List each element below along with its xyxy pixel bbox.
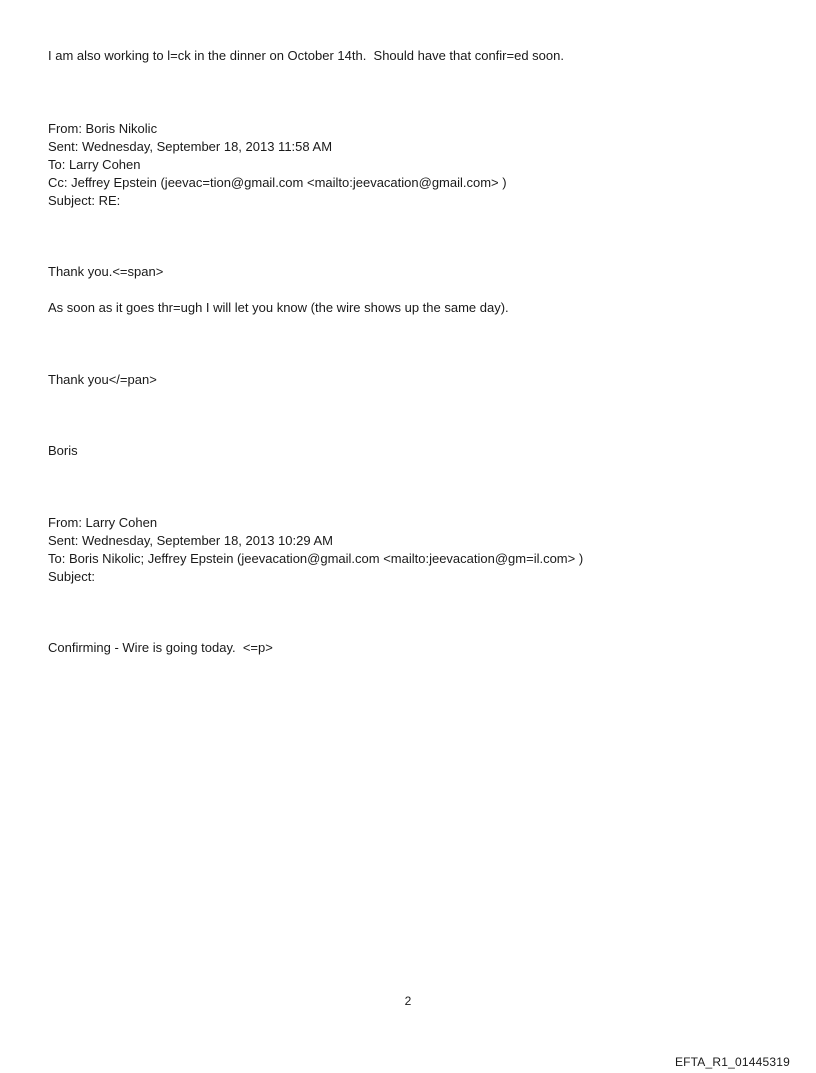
body-line: Confirming - Wire is going today. <=p> [48, 640, 273, 655]
body-line: Thank you.<=span> [48, 264, 164, 279]
intro-line: I am also working to l=ck in the dinner on October 14th. Should have that confir=ed soon. [48, 48, 564, 63]
email-cc: Cc: Jeffrey Epstein (jeevac=tion@gmail.com <mailto:jeevacation@gmail.com> ) [48, 175, 507, 190]
email-sent: Sent: Wednesday, September 18, 2013 10:29 AM [48, 533, 333, 548]
email-to: To: Larry Cohen [48, 157, 141, 172]
email-from: From: Boris Nikolic [48, 121, 158, 136]
email-from: From: Larry Cohen [48, 515, 158, 530]
email-to: To: Boris Nikolic; Jeffrey Epstein (jeevacation@gmail.com <mailto:jeevacation@gm=il.com> ) [48, 551, 584, 566]
signature: Boris [48, 443, 78, 458]
page-number: 2 [404, 994, 412, 1008]
document-id: EFTA_R1_01445319 [674, 1055, 790, 1069]
email-sent: Sent: Wednesday, September 18, 2013 11:58 AM [48, 139, 333, 154]
email-subject: Subject: RE: [48, 193, 121, 208]
body-line: As soon as it goes thr=ugh I will let you know (the wire shows up the same day). [48, 300, 509, 315]
body-line: Thank you</=pan> [48, 372, 157, 387]
email-subject: Subject: [48, 569, 95, 584]
